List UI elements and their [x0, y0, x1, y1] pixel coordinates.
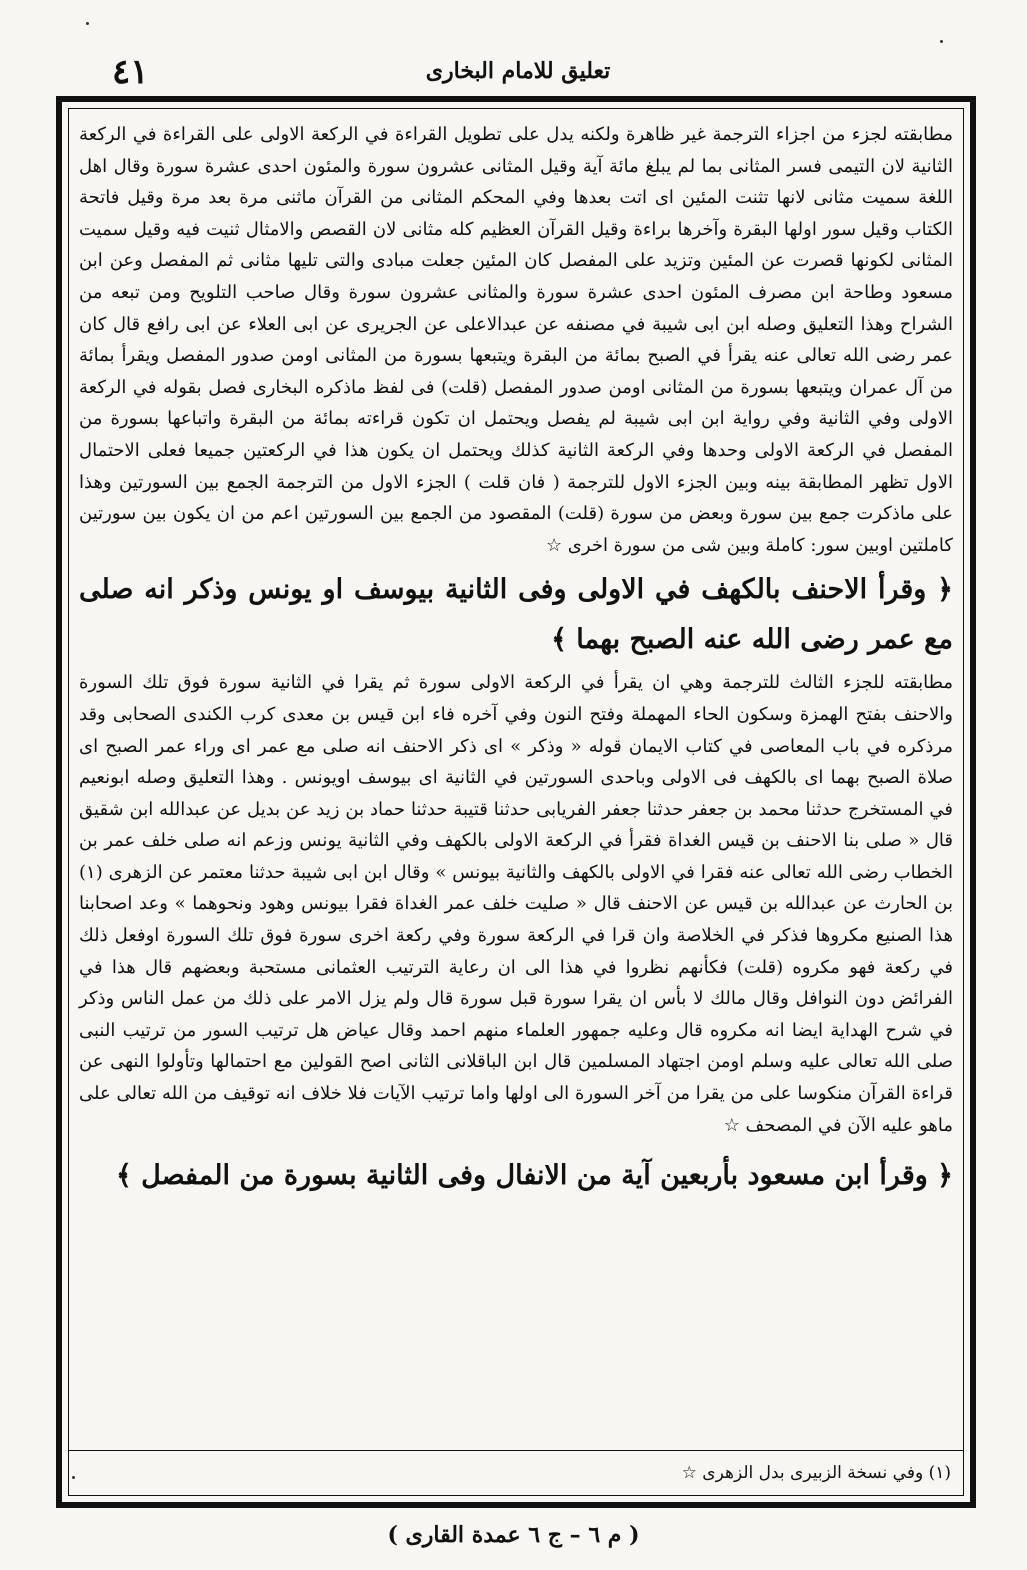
page-header — [60, 52, 976, 98]
scan-speck — [940, 40, 943, 43]
body-text — [79, 119, 953, 1485]
footnote: (١) وفي نسخة الزبيرى بدل الزهرى ☆ — [681, 1463, 951, 1483]
commentary-paragraph-1: مطابقته لجزء من اجزاء الترجمة غير ظاهرة ولكنه يدل على تطويل القراءة في الركعة الاولى على القراءة في الركعة الثانية لان التيمى فسر المثانى بما لم يبلغ مائة آية وقيل المثانى عشرون سورة والمئون احدى عشرة سورة وقال اهل اللغة سميت مثانى لانها تثنت المئين اى اتت بعدها وفي المحكم المثانى من القرآن ماثنى مرة بعد مرة وقيل فاتحة الكتاب وقيل سور اولها البقرة وآخرها براءة وقيل القرآن العظيم كله مثانى لان القصص والامثال ثنيت فيه وقيل سميت المثانى لكونها قصرت عن المئين وتزيد على المفصل كان المئين جعلت مبادى والتى تليها مثانى ثم المفصل وعن ابن مسعود وطاحة ابن مصرف المئون احدى عشرة سورة والمثانى عشرون سورة وقال صاحب التلويح ومن تبعه من الشراح وهذا التعليق وصله ابن ابى شيبة في مصنفه عن عبدالاعلى عن الجريرى عن ابى العلاء عن ابى رافع قال كان عمر رضى الله تعالى عنه يقرأ في الصبح بمائة من البقرة ويتبعها بسورة من المثانى اومن صدور المفصل ويقرأ بمائة من آل عمران ويتبعها بسورة من المثانى اومن صدور المفصل (قلت) فى لفظ ماذكره البخارى فصل بقوله في الركعة الاولى وفي الثانية وفي رواية ابن ابى شيبة لم يفصل ويحتمل ان تكون قراءته بمائة من البقرة واتباعها بسورة من المفصل في الركعة الاولى وحدها وفي الركعة الثانية كذلك ويحتمل ان يكون هذا في الركعتين جميعا فعلى الاحتمال الاول تظهر المطابقة بينه وبين الجزء الاول للترجمة ( فان قلت ) الجزء الاول من الترجمة الجمع بين السورتين وهذا على ماذكرت جمع بين سورة وبعض من سورة (قلت) المقصود من الجمع بين السورتين اعم من ان يكون بين سورتين كاملتين اوبين سور: كاملة وبين شى من سورة اخرى ☆ — [79, 124, 953, 556]
printer-signature: ( م ٦ – ج ٦ عمدة القارى ) — [387, 1522, 640, 1548]
page-frame — [56, 96, 976, 1508]
footnote-divider — [69, 1450, 963, 1451]
running-title: تعليق للامام البخارى — [425, 58, 611, 84]
scan-speck — [86, 22, 89, 25]
hadith-quote-2: ﴿ وقرأ ابن مسعود بأربعين آية من الانفال وفى الثانية بسورة من المفصل ﴾ — [115, 1160, 953, 1192]
inner-frame — [68, 108, 964, 1496]
commentary-paragraph-2: مطابقته للجزء الثالث للترجمة وهي ان يقرأ في الركعة الاولى سورة ثم يقرا في الثانية سورة فوق تلك السورة والاحنف بفتح الهمزة وسكون الحاء المهملة وفتح النون وفي آخره فاء ابن قيس بن معدى كرب الكندى الصحابى وقد مرذكره في باب المعاصى في كتاب الايمان قوله « وذكر » اى ذكر الاحنف انه صلى مع عمر اى وراء عمر الصبح اى صلاة الصبح بهما اى بالكهف فى الاولى وباحدى السورتين في الثانية اى بيوسف اويونس . وهذا التعليق وصله ابونعيم في المستخرج حدثنا محمد بن جعفر حدثنا جعفر الفريابى حدثنا قتيبة حدثنا حماد بن زيد عن بديل عن عبدالله ابن شقيق قال « صلى بنا الاحنف بن قيس الغداة فقرأ في الركعة الاولى بالكهف وفي الثانية يونس وزعم انه صلى خلف عمر بن الخطاب رضى الله تعالى عنه فقرا في الاولى بالكهف والثانية بيونس » وقال ابن ابى شيبة حدثنا معتمر عن الزهرى (١) بن الحارث عن عبدالله بن قيس عن الاحنف قال « صليت خلف عمر الغداة فقرا بيونس وهود ونحوهما » وعد اصحابنا هذا الصنيع مكروها فذكر في الخلاصة وان قرا في الركعة سورة وفي ركعة اخرى سورة فوق تلك السورة اوفعل ذلك في ركعة فهو مكروه (قلت) فكأنهم نظروا في هذا الى ان رعاية الترتيب العثمانى مستحبة وبعضهم قال هذا في الفرائض دون النوافل وقال مالك لا بأس ان يقرا سورة قبل سورة قال ولم يزل الامر على ذلك من عمل الناس وذكر في شرح الهداية ايضا انه مكروه قال وعليه جمهور العلماء منهم احمد وقال عياض هل ترتيب السور من ترتيب النبى صلى الله تعالى عليه وسلم اومن اجتهاد المسلمين قال ابن الباقلانى الثانى اصح القولين مع احتمالها وتأولوا النهى عن قراءة القرآن منكوسا على من يقرا من آخر السورة الى اولها واما ترتيب الآيات فلا خلاف انه توقيف من الله تعالى على ماهو عليه الآن في المصحف ☆ — [79, 672, 953, 1136]
hadith-quote-1: ﴿ وقرأ الاحنف بالكهف في الاولى وفى الثانية بيوسف او يونس وذكر انه صلى مع عمر رضى الله عنه الصبح بهما ﴾ — [79, 574, 953, 656]
scan-speck — [72, 1476, 75, 1479]
page-number: ٤١ — [112, 52, 149, 92]
